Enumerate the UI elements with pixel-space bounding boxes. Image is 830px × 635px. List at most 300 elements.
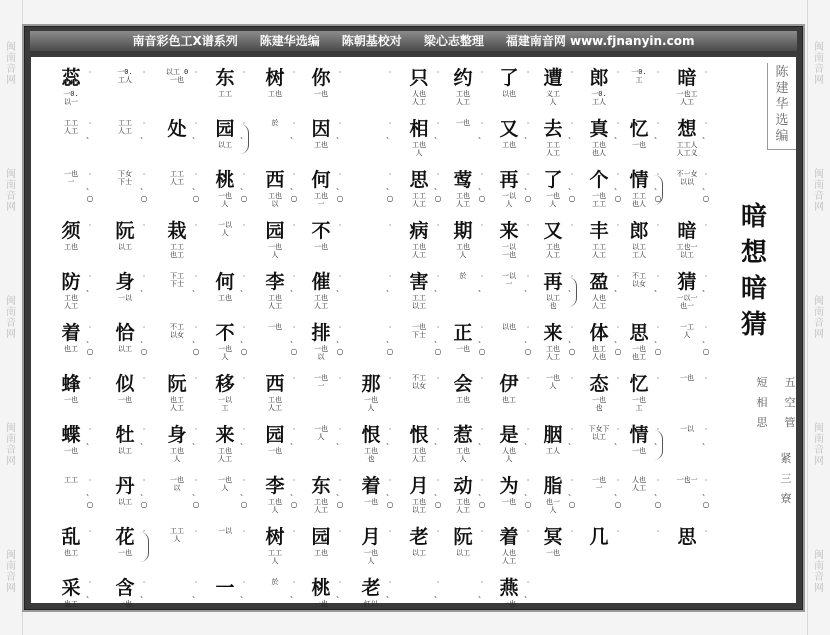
beat-marks: · <box>338 527 342 536</box>
beat-marks: · 、 ○ <box>86 323 94 356</box>
score-cell <box>255 271 298 322</box>
score-cell <box>619 322 662 373</box>
lyric-character: 忆 <box>629 373 649 395</box>
gongche-notation: 工也 人工 <box>546 345 560 361</box>
lyric-character: 冥 <box>543 526 563 548</box>
score-cell <box>533 118 576 169</box>
beat-marks: · 、 <box>614 272 622 293</box>
mode-char: 五 <box>784 376 796 389</box>
gongche-notation: 一也 人 <box>218 345 232 361</box>
score-cell <box>351 577 394 628</box>
lyric-character: 盈 <box>589 271 609 293</box>
beat-marks: · 、 ○ <box>568 476 576 509</box>
score-cell <box>619 67 659 118</box>
score-cell <box>399 271 442 322</box>
gongche-notation: 人也 人 <box>502 447 516 463</box>
gongche-notation: 以工 <box>218 141 232 149</box>
lyric-character: 园 <box>265 220 285 242</box>
beat-marks: · <box>388 527 392 536</box>
beat-marks: · 、 <box>140 578 148 599</box>
gongche-notation: 也工 <box>502 396 516 404</box>
lyric-character: 恰 <box>115 322 135 344</box>
mode-name <box>781 373 799 433</box>
gongche-notation: 一也 以 <box>314 345 328 361</box>
beat-marks: · 、 ○ <box>336 476 344 509</box>
gongche-notation: 工也 以 <box>268 192 282 208</box>
score-cell <box>51 322 94 373</box>
gongche-notation: 以工 <box>118 243 132 251</box>
score-cell <box>301 424 344 475</box>
gongche-notation: 一以 <box>680 425 694 433</box>
score-cell <box>489 271 532 322</box>
lyric-character: 催 <box>311 271 331 293</box>
beat-marks: · 、 <box>614 425 622 446</box>
lyric-character: 去 <box>543 118 563 140</box>
beat-marks: · <box>142 527 146 536</box>
gongche-notation: 也一 人 <box>546 498 560 514</box>
score-cell <box>157 424 200 475</box>
beat-marks: · 、 ○ <box>654 323 662 356</box>
lyric-character: 一 <box>215 577 235 599</box>
lyric-character: 须 <box>61 220 81 242</box>
gongche-notation: 以也 <box>502 323 516 331</box>
beat-marks: · 、 <box>568 119 576 140</box>
gongche-notation: 一也工 人工 <box>676 90 698 106</box>
gongche-notation: 一也 一 <box>314 374 328 390</box>
gongche-notation: 一以一 也一 <box>676 294 698 310</box>
score-cell <box>157 526 197 577</box>
gongche-notation: 红以 <box>364 600 378 608</box>
beat-marks: · <box>526 527 530 536</box>
beat-marks: · 、 <box>336 578 344 599</box>
beat-marks: · 、 ○ <box>524 170 532 203</box>
watermark-text: 闽 南 音 网 <box>814 41 824 86</box>
slur-curve <box>240 124 249 154</box>
beat-marks: · 、 <box>478 425 486 446</box>
gongche-notation: 一也 人 <box>218 192 232 208</box>
beat-marks: · <box>436 221 440 230</box>
score-cell <box>255 475 298 526</box>
score-cell <box>157 322 200 373</box>
lyric-character: 再 <box>499 169 519 191</box>
gongche-notation: 一以 人 <box>502 192 516 208</box>
beat-marks: · 、 <box>140 272 148 293</box>
mode-char: 管 <box>784 416 796 429</box>
beat-marks: · <box>570 374 574 383</box>
score-cell <box>51 577 94 628</box>
score-cell <box>533 67 573 118</box>
beat-marks: · 、 <box>290 119 298 140</box>
score-cell <box>579 271 622 322</box>
gongche-notation: 工也 <box>502 141 516 149</box>
lyric-character: 猜 <box>677 271 697 293</box>
score-cell <box>619 424 662 475</box>
gongche-notation: 於 <box>271 578 279 586</box>
side-title <box>767 63 796 150</box>
lyric-character: 西 <box>265 169 285 191</box>
score-cell <box>399 373 439 424</box>
score-cell <box>157 220 197 271</box>
lyric-character: 东 <box>311 475 331 497</box>
beat-marks: · 、 <box>386 578 394 599</box>
beat-marks: · <box>242 68 246 77</box>
gongche-notation: 工也 <box>456 396 470 404</box>
score-cell <box>533 373 573 424</box>
beat-marks: · <box>570 527 574 536</box>
score-cell <box>443 220 483 271</box>
score-cell <box>51 373 91 424</box>
beat-marks: · 、 ○ <box>568 170 576 203</box>
score-cell <box>157 169 200 220</box>
lyric-character: 为 <box>499 475 519 497</box>
beat-marks: · 、 ○ <box>386 476 394 509</box>
lyric-character: 防 <box>61 271 81 293</box>
beat-marks: · <box>142 68 146 77</box>
lyric-character: 暗 <box>677 67 697 89</box>
score-cell <box>255 118 298 169</box>
slur-curve <box>654 430 663 460</box>
score-cell <box>533 322 576 373</box>
beat-marks: · 、 <box>336 272 344 293</box>
gongche-notation: 一也 人 <box>218 476 232 492</box>
gongche-notation: 工工 人工 <box>64 119 78 135</box>
score-cell <box>351 526 391 577</box>
score-cell <box>205 169 248 220</box>
score-cell <box>667 220 707 271</box>
gongche-notation: 以工 也 <box>546 294 560 310</box>
score-cell <box>255 322 298 373</box>
side-title-char: 建 <box>775 81 789 96</box>
score-cell <box>579 322 622 373</box>
lyric-character: 蝶 <box>61 424 81 446</box>
gongche-notation: 一也 <box>314 600 328 608</box>
score-cell <box>399 424 442 475</box>
score-cell <box>351 169 394 220</box>
lyric-character: 想 <box>677 118 697 140</box>
gongche-notation: 工也一 以工 <box>676 243 698 259</box>
score-column <box>489 67 532 628</box>
lyric-character: 阮 <box>167 373 187 395</box>
beat-marks: · 、 ○ <box>290 323 298 356</box>
gongche-notation: 以也 <box>502 90 516 98</box>
score-cell <box>667 169 710 220</box>
side-title-char: 陈 <box>775 65 789 80</box>
beat-marks: · 、 <box>86 119 94 140</box>
score-cell <box>255 526 295 577</box>
lyric-character: 园 <box>265 424 285 446</box>
gongche-notation: 也工 <box>64 549 78 557</box>
score-cell <box>443 169 486 220</box>
beat-marks: · 、 <box>478 119 486 140</box>
beat-char: 三 <box>780 472 792 485</box>
score-cell <box>489 373 529 424</box>
score-cell <box>443 271 486 322</box>
gongche-notation: 工工 人工 <box>546 141 560 157</box>
gongche-notation: 不工 以女 <box>412 374 426 390</box>
score-cell <box>533 526 573 577</box>
score-cell <box>205 526 245 577</box>
lyric-character: 月 <box>409 475 429 497</box>
gongche-notation: 一也 人 <box>546 374 560 390</box>
lyric-character: 来 <box>543 322 563 344</box>
banner-compiler: 陈建华选编 <box>259 34 320 48</box>
lyric-character: 个 <box>589 169 609 191</box>
gongche-notation: 工工 <box>218 90 232 98</box>
beat-marks: · 、 <box>140 119 148 140</box>
gongche-notation: 工工 人工 <box>118 119 132 135</box>
gongche-notation: 人也 人工 <box>502 549 516 565</box>
lyric-character: 阮 <box>115 220 135 242</box>
beat-marks: · 、 <box>654 272 662 293</box>
beat-marks: · 、 ○ <box>702 476 710 509</box>
lyric-character: 燕 <box>499 577 519 599</box>
lyric-character: 乱 <box>61 526 81 548</box>
lyric-character: 你 <box>311 67 331 89</box>
lyric-character: 着 <box>61 322 81 344</box>
gongche-notation: 一以 工 <box>218 396 232 412</box>
gongche-notation: 也工 <box>64 345 78 353</box>
score-cell <box>399 526 439 577</box>
gongche-notation: 工也 也人 <box>592 141 606 157</box>
score-column <box>351 67 394 628</box>
score-cell <box>489 169 532 220</box>
song-title-char: 暗 <box>740 202 767 232</box>
score-cell <box>399 475 442 526</box>
gongche-notation: 一也 也工 <box>632 345 646 361</box>
score-column <box>255 67 298 628</box>
score-cell <box>443 424 486 475</box>
beat-marks: · <box>616 527 620 536</box>
score-cell <box>205 424 248 475</box>
score-cell <box>105 220 145 271</box>
beat-marks: · 、 ○ <box>702 323 710 356</box>
lyric-character: 思 <box>409 169 429 191</box>
gongche-notation: 工也 人工 <box>456 498 470 514</box>
beat-marks: · <box>388 221 392 230</box>
gongche-notation: 工工 <box>64 476 78 484</box>
gongche-notation: 工也 人工 <box>456 192 470 208</box>
gongche-notation: 一0. 工人 <box>591 90 607 106</box>
gongche-notation: 工也 人工 <box>412 243 426 259</box>
lyric-character: 处 <box>167 118 187 140</box>
score-cell <box>255 373 295 424</box>
gongche-notation: 工也 人工 <box>412 447 426 463</box>
beat-marks: · 、 ○ <box>386 323 394 356</box>
score-cell <box>255 220 295 271</box>
score-cell <box>157 475 200 526</box>
beat-marks: · 、 ○ <box>192 476 200 509</box>
score-cell <box>205 577 248 628</box>
beat-marks: · <box>656 221 660 230</box>
beat-marks: · <box>704 221 708 230</box>
beat-marks: · 、 ○ <box>614 170 622 203</box>
beat-marks: · 、 ○ <box>434 170 442 203</box>
lyric-character: 几 <box>589 526 609 548</box>
gongche-notation: 一0. 工 <box>631 68 647 84</box>
beat-marks: · <box>242 221 246 230</box>
score-cell <box>399 322 442 373</box>
lyric-character: 蜂 <box>61 373 81 395</box>
lyric-character: 害 <box>409 271 429 293</box>
lyric-character: 不 <box>311 220 331 242</box>
score-cell <box>301 118 344 169</box>
score-cell <box>205 67 245 118</box>
beat-marks: · 、 <box>140 425 148 446</box>
beat-marks: · <box>526 374 530 383</box>
score-cell <box>533 424 576 475</box>
score-cell <box>105 526 145 577</box>
lyric-character: 情 <box>629 169 649 191</box>
lyric-character: 郎 <box>629 220 649 242</box>
lyric-character: 阮 <box>453 526 473 548</box>
score-cell <box>105 169 148 220</box>
gongche-notation: 一以 人 <box>218 221 232 237</box>
gongche-notation: 一也 也 <box>592 396 606 412</box>
watermark-text: 闽 南 音 网 <box>6 422 16 467</box>
beat-marks: · 、 <box>568 272 576 293</box>
lyric-character: 胭 <box>543 424 563 446</box>
watermark-text: 闽 南 音 网 <box>6 168 16 213</box>
banner-editor: 梁心志整理 <box>423 34 484 48</box>
score-cell <box>579 424 622 475</box>
gongche-notation: 一也 <box>680 374 694 382</box>
lyric-character: 桃 <box>215 169 235 191</box>
score-cell <box>301 271 344 322</box>
lyric-character: 是 <box>499 424 519 446</box>
beat-marks: · 、 ○ <box>86 170 94 203</box>
lyric-character: 李 <box>265 271 285 293</box>
beat-marks: · 、 <box>434 578 442 599</box>
watermark-text: 闽 南 音 网 <box>814 168 824 213</box>
score-cell <box>533 169 576 220</box>
score-cell <box>619 475 662 526</box>
score-cell <box>351 271 394 322</box>
lyric-character: 了 <box>543 169 563 191</box>
score-cell <box>105 271 148 322</box>
beat-marks: · 、 <box>240 119 248 140</box>
score-cell <box>489 67 529 118</box>
lyric-character: 来 <box>499 220 519 242</box>
lyric-character: 着 <box>499 526 519 548</box>
beat-marks: · 、 <box>336 425 344 446</box>
score-column <box>205 67 248 628</box>
score-cell <box>301 526 341 577</box>
score-column <box>301 67 344 628</box>
lyric-character: 李 <box>265 475 285 497</box>
score-cell <box>399 118 442 169</box>
beat-marks: · <box>656 374 660 383</box>
beat-marks: · 、 <box>240 272 248 293</box>
beat-marks: · <box>704 68 708 77</box>
score-cell <box>489 322 532 373</box>
gongche-notation: 一也 工 <box>632 396 646 412</box>
gongche-notation: 一也 人 <box>546 192 560 208</box>
gongche-notation: 工也 人工 <box>546 243 560 259</box>
beat-marks: · 、 ○ <box>524 323 532 356</box>
gongche-notation: 工也 人工 <box>314 294 328 310</box>
gongche-notation: 於 <box>271 119 279 127</box>
gongche-notation: 一也 人 <box>314 425 328 441</box>
score-cell <box>619 169 662 220</box>
beat-marks: · 、 <box>654 119 662 140</box>
beat-marks: · <box>616 221 620 230</box>
beat-marks: · <box>704 527 708 536</box>
score-column <box>443 67 486 628</box>
gongche-notation: 一0. 工人 <box>117 68 133 84</box>
gongche-notation: 工也 人 <box>456 243 470 259</box>
beat-marks: · <box>292 68 296 77</box>
gongche-notation: 一也 工工 <box>592 192 606 208</box>
watermark-text: 闽 南 音 网 <box>814 422 824 467</box>
beat-marks: · <box>570 221 574 230</box>
beat-marks: · <box>616 68 620 77</box>
beat-marks: · 、 <box>290 272 298 293</box>
beat-marks: · <box>480 68 484 77</box>
lyric-character: 病 <box>409 220 429 242</box>
lyric-character: 似 <box>115 373 135 395</box>
gongche-notation: 一以 <box>218 527 232 535</box>
lyric-character: 含 <box>115 577 135 599</box>
score-cell <box>579 475 622 526</box>
beat-marks: · <box>88 527 92 536</box>
beat-marks: · 、 <box>192 578 200 599</box>
score-cell <box>255 67 295 118</box>
beat-marks: · 、 ○ <box>702 170 710 203</box>
lyric-character: 东 <box>215 67 235 89</box>
gongche-notation: 一也 <box>632 141 646 149</box>
gongche-notation: 义工 人 <box>546 90 560 106</box>
lyric-character: 花 <box>115 526 135 548</box>
beat-marks: · 、 ○ <box>434 476 442 509</box>
side-title-char: 华 <box>775 97 789 112</box>
gongche-notation: 工也 <box>218 294 232 302</box>
score-cell <box>489 118 532 169</box>
gongche-notation: 一也 一 <box>64 170 78 186</box>
song-title-char: 猜 <box>740 310 767 340</box>
gongche-notation: 工也 人 <box>170 447 184 463</box>
lyric-character: 牡 <box>115 424 135 446</box>
score-cell <box>301 169 344 220</box>
gongche-notation: 一也 <box>314 90 328 98</box>
beat-name <box>777 449 795 509</box>
beat-marks: · 、 ○ <box>568 323 576 356</box>
gongche-notation: 工也 人 <box>268 498 282 514</box>
score-cell <box>105 577 148 628</box>
lyric-character: 那 <box>361 373 381 395</box>
score-cell <box>667 118 710 169</box>
score-cell <box>205 220 245 271</box>
beat-marks: · 、 <box>386 425 394 446</box>
lyric-character: 遭 <box>543 67 563 89</box>
lyric-character: 何 <box>215 271 235 293</box>
score-cell <box>301 220 341 271</box>
score-cell <box>619 118 662 169</box>
beat-marks: · 、 <box>290 425 298 446</box>
watermark-text: 闽 南 音 网 <box>6 549 16 594</box>
beat-marks: · <box>656 68 660 77</box>
beat-marks: · 、 <box>240 425 248 446</box>
gongche-notation: 工也 也 <box>364 447 378 463</box>
gongche-notation: 一也 <box>364 498 378 506</box>
score-cell <box>255 169 298 220</box>
gongche-notation: 一也 一 <box>592 476 606 492</box>
gongche-notation: 一也 以 <box>170 476 184 492</box>
lyric-character: 思 <box>629 322 649 344</box>
beat-marks: · 、 <box>386 272 394 293</box>
score-cell <box>51 169 94 220</box>
score-cell <box>351 118 394 169</box>
lyric-character: 态 <box>589 373 609 395</box>
